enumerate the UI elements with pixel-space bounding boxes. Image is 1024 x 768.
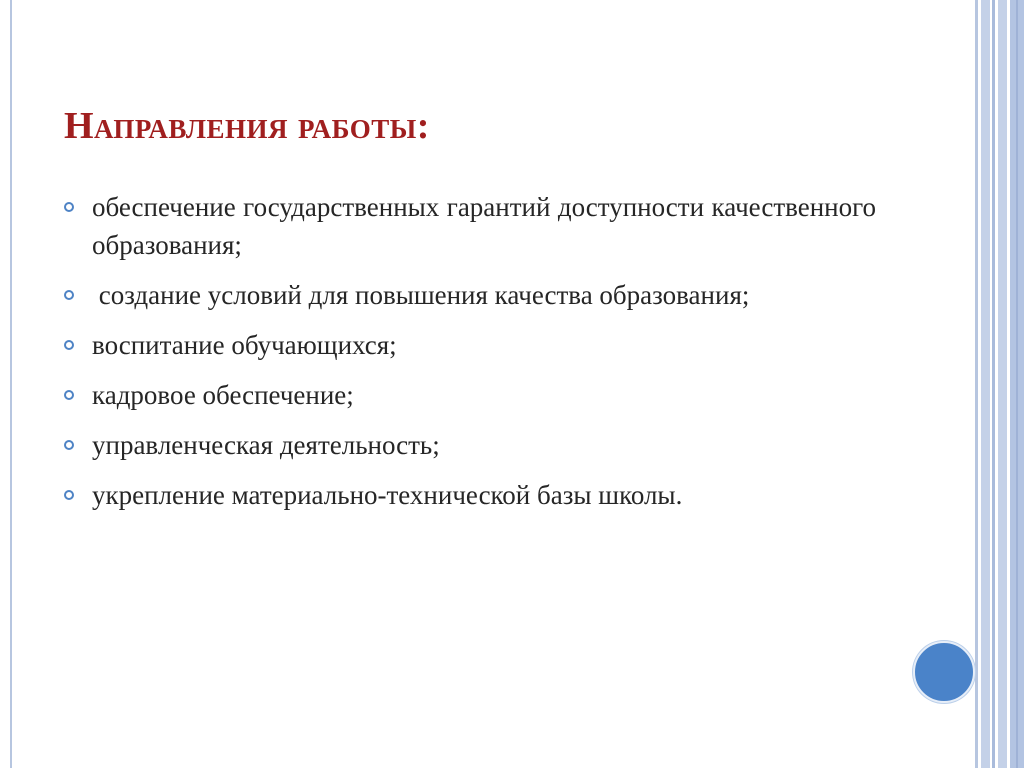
hollow-circle-bullet-icon — [64, 440, 74, 450]
list-item — [62, 326, 876, 364]
frame-stripe — [975, 0, 978, 768]
hollow-circle-bullet-icon — [64, 340, 74, 350]
frame-stripe — [998, 0, 1007, 768]
list-item — [62, 276, 876, 314]
frame-stripe — [981, 0, 990, 768]
list-item — [62, 376, 876, 414]
slide-title: Направления работы: — [64, 105, 430, 147]
hollow-circle-bullet-icon — [64, 290, 74, 300]
filled-circle-icon — [913, 641, 975, 703]
hollow-circle-bullet-icon — [64, 490, 74, 500]
frame-left-line — [10, 0, 12, 768]
bullet-list — [62, 188, 876, 526]
list-item — [62, 188, 876, 264]
frame-stripe — [992, 0, 995, 768]
list-item-text: обеспечение государственных гарантий доступности качественного образования; — [92, 192, 876, 260]
list-item-text: создание условий для повышения качества образования; — [92, 280, 750, 310]
list-item-text: кадровое обеспечение; — [92, 380, 354, 410]
hollow-circle-bullet-icon — [64, 390, 74, 400]
list-item-text: управленческая деятельность; — [92, 430, 440, 460]
list-item — [62, 476, 876, 514]
frame-stripe — [1016, 0, 1018, 768]
list-item — [62, 426, 876, 464]
list-item-text: укрепление материально-технической базы школы. — [92, 480, 683, 510]
list-item-text: воспитание обучающихся; — [92, 330, 397, 360]
hollow-circle-bullet-icon — [64, 202, 74, 212]
